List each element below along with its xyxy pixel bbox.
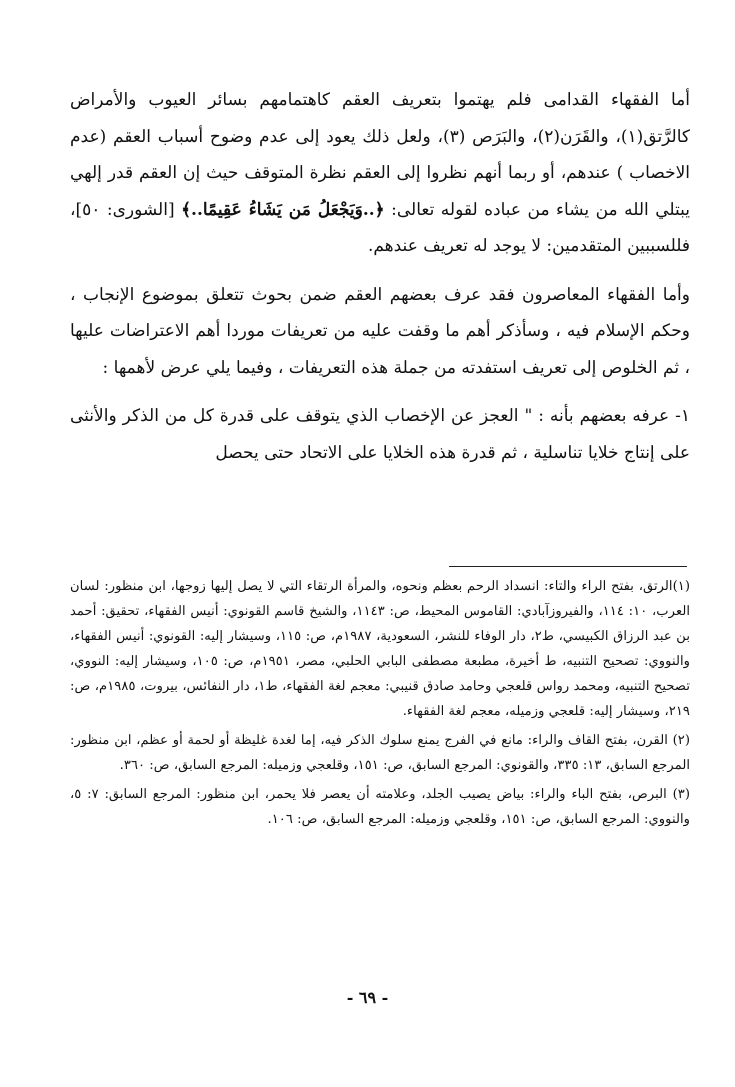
footnote-separator	[449, 566, 687, 567]
page-number: - ٦٩ -	[346, 988, 389, 1007]
footnote-3: (٣) البرص، بفتح الباء والراء: بياض يصيب الجلد، وعلامته أن يعصر فلا يحمر، ابن منظور: المرجع السابق: ٧: ٥، والنووي: المرجع السابق، ص: ١٥١، وقلعجي وزميله: المرجع السابق، ص: ١٠٦.	[70, 787, 690, 827]
paragraph-3: ١- عرفه بعضهم بأنه : " العجز عن الإخصاب الذي يتوقف على قدرة كل من الذكر والأنثى على إنتاج خلايا تناسلية ، ثم قدرة هذه الخلايا على الاتحاد حتى يحصل	[70, 406, 690, 463]
footnote-2: (٢) القرن، بفتح القاف والراء: مانع في الفرج يمنع سلوك الذكر فيه، إما لغدة غليظة أو لحمة أو عظم، ابن منظور: المرجع السابق، ١٣: ٣٣٥، والقونوي: المرجع السابق، ص: ١٥١، وقلعجي وزميله: المرجع السابق، ص: ٣٦٠.	[70, 733, 690, 773]
paragraph-1-text-a: أما الفقهاء القدامى فلم يهتموا بتعريف العقم كاهتمامهم بسائر العيوب والأمراض كالرَّتق(١)، والقَرَن(٢)، والبَرَص (٣)، ولعل ذلك يعود إلى عدم وضوح أسباب العقم (عدم الاخصاب ) عندهم، أو ربما أنهم نظروا إلى العقم نظرة المتوقف حيث إن العقم قدر إلهي يبتلي الله من يشاء من عباده لقوله تعالى:	[70, 90, 691, 220]
main-text	[70, 82, 690, 471]
paragraph-1-text-b: [الشورى: ٥٠]، فللسببين المتقدمين: لا يوجد له تعريف عندهم.	[70, 199, 690, 256]
footnote-1: (١)الرتق، بفتح الراء والتاء: انسداد الرحم بعظم ونحوه، والمرأة الرتقاء التي لا يصل إليها زوجها، ابن منظور: لسان العرب، ١٠: ١١٤، والفيروزآبادي: القاموس المحيط، ص: ١١٤٣، والشيخ قاسم القونوي: أنيس الفقهاء، تحقيق: أحمد بن عبد الرزاق الكبيسي، ط٢، دار الوفاء للنشر، السعودية، ١٩٨٧م، ص: ١١٥، وسيشار إليه: القونوي: أنيس الفقهاء، والنووي: تصحيح التنبيه، ط أخيرة، مطبعة مصطفى البابي الحلبي، مصر، ١٩٥١م، ص: ١٠٥، وسيشار إليه: النووي، تصحيح التنبيه، ومحمد رواس قلعجي وحامد صادق قنيبي: معجم لغة الفقهاء، ط١، دار النفائس، بيروت، ١٩٨٥م، ص: ٢١٩، وسيشار إليه: قلعجي وزميله، معجم لغة الفقهاء.	[70, 579, 691, 719]
footnotes	[70, 574, 690, 832]
quran-verse: ﴿..وَيَجْعَلُ مَن يَشَاءُ عَقِيمًا..﴾	[181, 199, 385, 220]
paragraph-1	[70, 82, 690, 265]
paragraph-2: وأما الفقهاء المعاصرون فقد عرف بعضهم العقم ضمن بحوث تتعلق بموضوع الإنجاب ، وحكم الإسلام فيه ، وسأذكر أهم ما وقفت عليه من تعريفات موردا أهم الاعتراضات عليها ، ثم الخلوص إلى تعريف استفدته من جملة هذه التعريفات ، وفيما يلي عرض لأهمها :	[70, 284, 690, 378]
